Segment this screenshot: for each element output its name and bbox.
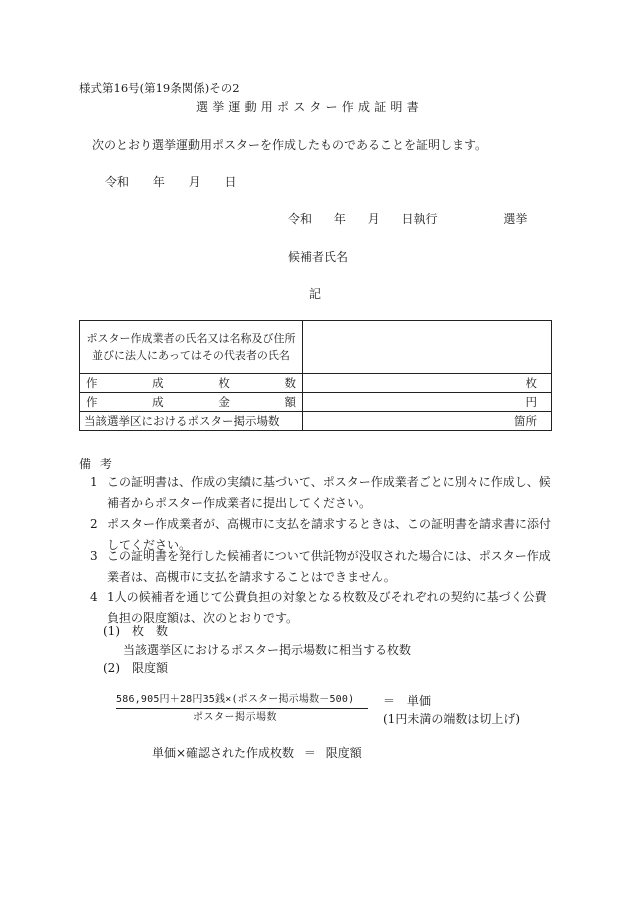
amount-label-cell — [80, 393, 303, 412]
quantity-char: 作 — [86, 376, 98, 390]
vendor-label-line2: 並びに法人にあってはその代表者の氏名 — [92, 349, 290, 362]
note-item — [90, 472, 558, 514]
date-day: 日 — [224, 175, 237, 189]
board-count-unit: 箇所 — [514, 414, 537, 428]
table-row — [80, 393, 552, 412]
amount-char: 額 — [284, 395, 296, 409]
note-text: ポスター作成業者が、高槻市に支払を請求するときは、この証明書を請求書に添付してください。 — [107, 517, 552, 552]
vendor-label-line1: ポスター作成業者の氏名又は名称及び住所 — [86, 331, 296, 345]
exec-year: 年 — [333, 212, 346, 226]
certification-date-line — [105, 175, 257, 189]
amount-char: 作 — [86, 395, 98, 409]
vendor-value-cell[interactable] — [303, 321, 552, 374]
formula-equals: ＝ — [383, 694, 396, 708]
document-title: 選挙運動用ポスター作成証明書 — [196, 100, 423, 114]
limit-equals: ＝ — [303, 746, 316, 760]
note-number: 3 — [90, 549, 98, 563]
table-row — [80, 412, 552, 431]
limit-right: 限度額 — [325, 746, 362, 760]
limit-left: 単価×確認された作成枚数 — [152, 746, 295, 760]
formula-numerator: 586,905円＋28円35銭×(ポスター掲示場数－500) — [116, 694, 355, 705]
note-number: 2 — [90, 517, 98, 531]
quantity-label-cell — [80, 374, 303, 393]
fraction-bar — [116, 708, 368, 709]
exec-month: 月 — [367, 212, 380, 226]
table-row — [80, 321, 552, 374]
quantity-char: 成 — [152, 376, 164, 390]
form-number: 様式第16号(第19条関係)その2 — [79, 81, 240, 95]
intro-text: 次のとおり選挙運動用ポスターを作成したものであることを証明します。 — [92, 138, 488, 152]
note-number: 4 — [90, 590, 98, 604]
date-era: 令和 — [105, 175, 130, 189]
limit-formula-line — [152, 746, 368, 760]
note-text: この証明書を発行した候補者について供託物が没収された場合には、ポスター作成業者は、高槻市に支払を請求することはできません。 — [107, 549, 551, 584]
exec-day: 日執行 — [401, 212, 438, 226]
amount-unit: 円 — [525, 395, 537, 409]
notes-heading: 備考 — [79, 457, 122, 471]
quantity-value-cell[interactable] — [303, 374, 552, 393]
subitem-quantity-body: 当該選挙区におけるポスター掲示場数に相当する枚数 — [123, 643, 412, 657]
amount-value-cell[interactable] — [303, 393, 552, 412]
subitem-quantity-label: (1) 枚 数 — [103, 624, 168, 638]
amount-char: 金 — [218, 395, 230, 409]
table-row — [80, 374, 552, 393]
election-date-line — [288, 212, 545, 226]
vendor-label-cell — [80, 321, 303, 374]
board-count-label: 当該選挙区におけるポスター掲示場数 — [84, 414, 280, 428]
date-year: 年 — [152, 175, 165, 189]
board-count-label-cell — [80, 412, 303, 431]
quantity-char: 数 — [284, 376, 296, 390]
subitem-limit-label: (2) 限度額 — [103, 661, 168, 675]
quantity-unit: 枚 — [525, 376, 537, 390]
formula-rounding-note: (1円未満の端数は切上げ) — [383, 712, 520, 726]
note-item — [90, 546, 558, 588]
note-text: この証明書は、作成の実績に基づいて、ポスター作成業者ごとに別々に作成し、候補者からポスター作成業者に提出してください。 — [107, 475, 551, 510]
exec-election: 選挙 — [503, 212, 528, 226]
certificate-table — [79, 320, 552, 431]
quantity-char: 枚 — [218, 376, 230, 390]
note-text: 1人の候補者を通じて公費負担の対象となる枚数及びそれぞれの契約に基づく公費負担の限度額は、次のとおりです。 — [107, 590, 547, 625]
ki-heading: 記 — [309, 287, 322, 301]
date-month: 月 — [188, 175, 201, 189]
note-number: 1 — [90, 475, 98, 489]
amount-char: 成 — [152, 395, 164, 409]
board-count-value-cell[interactable] — [303, 412, 552, 431]
note-item — [90, 587, 558, 629]
exec-era: 令和 — [288, 212, 313, 226]
candidate-name-label: 候補者氏名 — [288, 250, 349, 264]
formula-denominator: ポスター掲示場数 — [193, 712, 277, 723]
formula-result: 単価 — [407, 694, 432, 708]
